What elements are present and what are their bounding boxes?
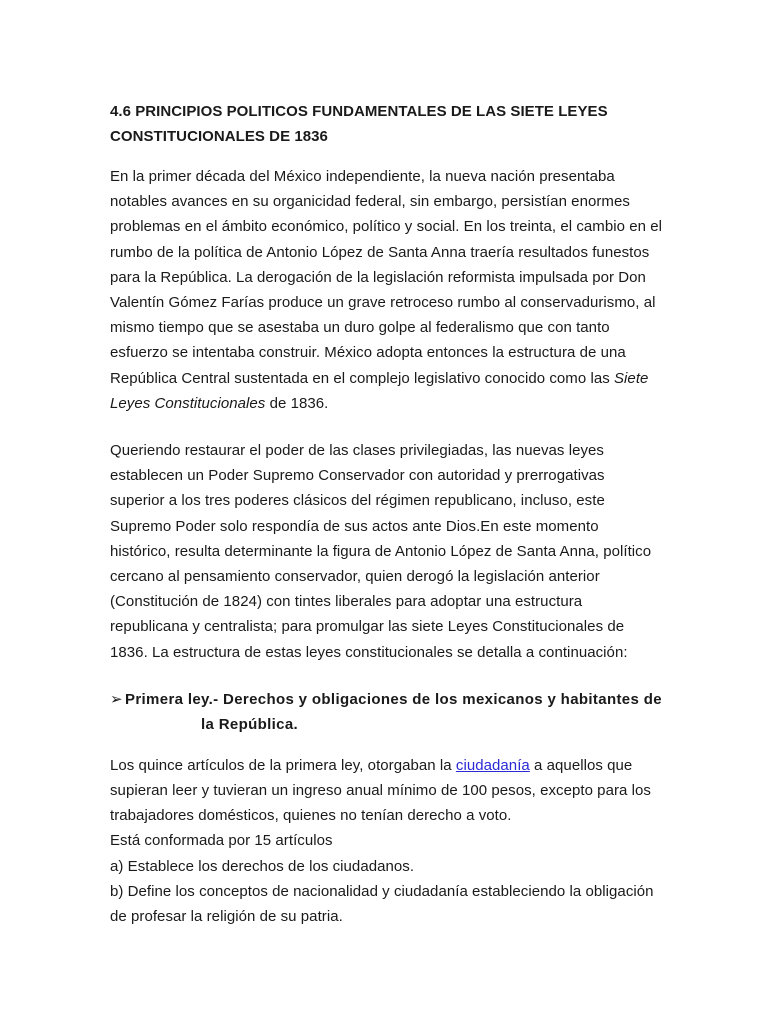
paragraph-intro-text: En la primer década del México independiente, la nueva nación presentaba notables avances en su organicidad federal, sin embargo, persistían enormes problemas en el ámbito económico, político y social. En los treinta, el cambio en el rumbo de la política de Antonio López de Santa Anna traería resultados funestos para la República. La derogación de la legislación reformista impulsada por Don Valentín Gómez Farías produce un grave retroceso rumbo al conservadurismo, al mismo tiempo que se asestaba un duro golpe al federalismo que con tanto esfuerzo se intentaba construir. México adopta entonces la estructura de una República Central sustentada en el complejo legislativo conocido como las (110, 168, 662, 387)
paragraph-intro-end: de 1836. (265, 394, 329, 412)
bullet-line-2: la República. (201, 715, 299, 733)
heading-line-2: CONSTITUCIONALES DE 1836 (110, 128, 328, 145)
paragraph-citizenship (110, 753, 662, 829)
section-heading (110, 99, 662, 149)
paragraph-intro (110, 164, 662, 416)
list-item-a: a) Establece los derechos de los ciudadanos. (110, 857, 415, 875)
bullet-primera-ley (110, 687, 662, 737)
citizenship-text-end: a aquellos que supieran leer y tuvieran un ingreso anual mínimo de 100 pesos, excepto para los trabajadores domésticos, quienes no tenían derecho a voto. (110, 756, 651, 825)
paragraph-supreme-power: Queriendo restaurar el poder de las clases privilegiadas, las nuevas leyes establecen un Poder Supremo Conservador con autoridad y prerrogativas superior a los tres poderes clásicos del régimen republicano, incluso, este Supremo Poder solo respondía de sus actos ante Dios.En este momento histórico, resulta determinante la figura de Antonio López de Santa Anna, político cercano al pensamiento conservador, quien derogó la legislación anterior (Constitución de 1824) con tintes liberales para adoptar una estructura republicana y centralista; para promulgar las siete Leyes Constitucionales de 1836. La estructura de estas leyes constitucionales se detalla a continuación: (110, 442, 652, 661)
arrow-bullet-icon: ➢ (110, 690, 123, 708)
list-item-b: b) Define los conceptos de nacionalidad y ciudadanía estableciendo la obligación de profesar la religión de su patria. (110, 882, 654, 926)
document-page (110, 99, 662, 929)
ciudadania-link[interactable]: ciudadanía (455, 756, 530, 774)
bullet-text (125, 687, 662, 737)
primera-ley-description (110, 753, 662, 929)
citizenship-text: Los quince artículos de la primera ley, otorgaban la (110, 756, 456, 774)
list-intro: Está conformada por 15 artículos (110, 832, 333, 850)
italic-title: Siete Leyes Constitucionales (110, 369, 649, 412)
heading-line-1: 4.6 PRINCIPIOS POLITICOS FUNDAMENTALES DE LAS SIETE LEYES (110, 103, 608, 120)
bullet-line-1: Primera ley.- Derechos y obligaciones de los mexicanos y habitantes de (125, 690, 662, 708)
